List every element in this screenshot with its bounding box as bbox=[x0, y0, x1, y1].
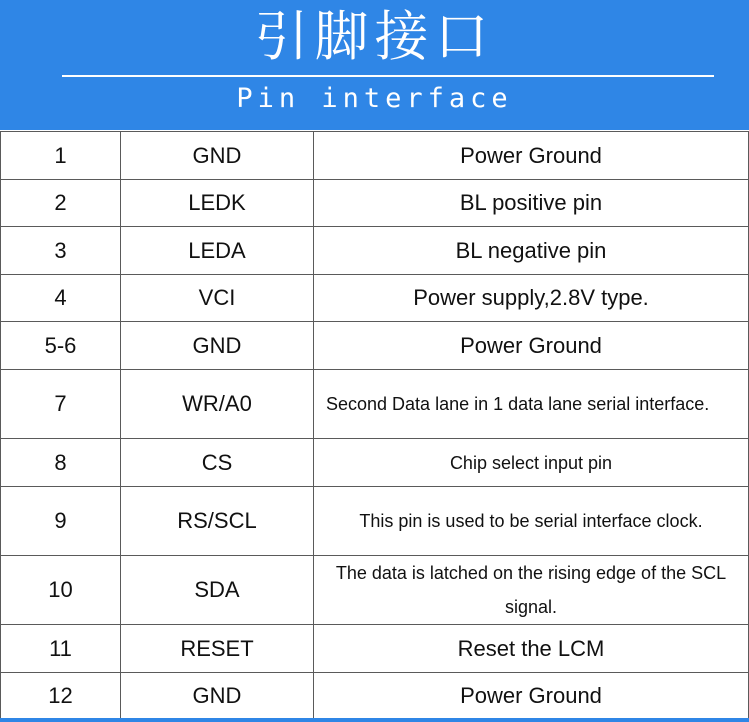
pin-number: 12 bbox=[1, 673, 121, 720]
pin-description: The data is latched on the rising edge of the SCL signal. bbox=[314, 556, 749, 625]
pin-name: RESET bbox=[121, 625, 314, 673]
table-row bbox=[1, 132, 749, 180]
table-row bbox=[1, 487, 749, 556]
table-row bbox=[1, 673, 749, 720]
pin-name: GND bbox=[121, 132, 314, 180]
pin-name: LEDK bbox=[121, 180, 314, 227]
pin-description: Power Ground bbox=[314, 673, 749, 720]
pin-number: 11 bbox=[1, 625, 121, 673]
pin-name: LEDA bbox=[121, 227, 314, 275]
pin-description: Power Ground bbox=[314, 322, 749, 370]
table-row bbox=[1, 227, 749, 275]
pin-name: GND bbox=[121, 322, 314, 370]
pin-table bbox=[0, 131, 749, 720]
table-row bbox=[1, 180, 749, 227]
pin-description: This pin is used to be serial interface clock. bbox=[314, 487, 749, 556]
pin-number: 2 bbox=[1, 180, 121, 227]
pin-description: Second Data lane in 1 data lane serial interface. bbox=[314, 370, 749, 439]
pin-number: 4 bbox=[1, 275, 121, 322]
pin-description: BL positive pin bbox=[314, 180, 749, 227]
pin-number: 9 bbox=[1, 487, 121, 556]
bottom-border bbox=[0, 718, 749, 722]
title-chinese: 引脚接口 bbox=[254, 5, 495, 68]
pin-name: GND bbox=[121, 673, 314, 720]
pin-name: RS/SCL bbox=[121, 487, 314, 556]
header-banner bbox=[0, 0, 749, 130]
pin-number: 7 bbox=[1, 370, 121, 439]
table-row bbox=[1, 556, 749, 625]
pin-number: 3 bbox=[1, 227, 121, 275]
table-row bbox=[1, 275, 749, 322]
pin-description: Reset the LCM bbox=[314, 625, 749, 673]
table-row bbox=[1, 439, 749, 487]
pin-name: CS bbox=[121, 439, 314, 487]
pin-description: Chip select input pin bbox=[314, 439, 749, 487]
pin-name: WR/A0 bbox=[121, 370, 314, 439]
pin-number: 10 bbox=[1, 556, 121, 625]
pin-number: 8 bbox=[1, 439, 121, 487]
pin-description: BL negative pin bbox=[314, 227, 749, 275]
table-row bbox=[1, 370, 749, 439]
pin-name: VCI bbox=[121, 275, 314, 322]
title-english: Pin interface bbox=[236, 83, 513, 114]
table-row bbox=[1, 625, 749, 673]
title-divider bbox=[62, 75, 714, 77]
pin-number: 5-6 bbox=[1, 322, 121, 370]
pin-description: Power supply,2.8V type. bbox=[314, 275, 749, 322]
pin-number: 1 bbox=[1, 132, 121, 180]
table-row bbox=[1, 322, 749, 370]
pin-name: SDA bbox=[121, 556, 314, 625]
pin-description: Power Ground bbox=[314, 132, 749, 180]
